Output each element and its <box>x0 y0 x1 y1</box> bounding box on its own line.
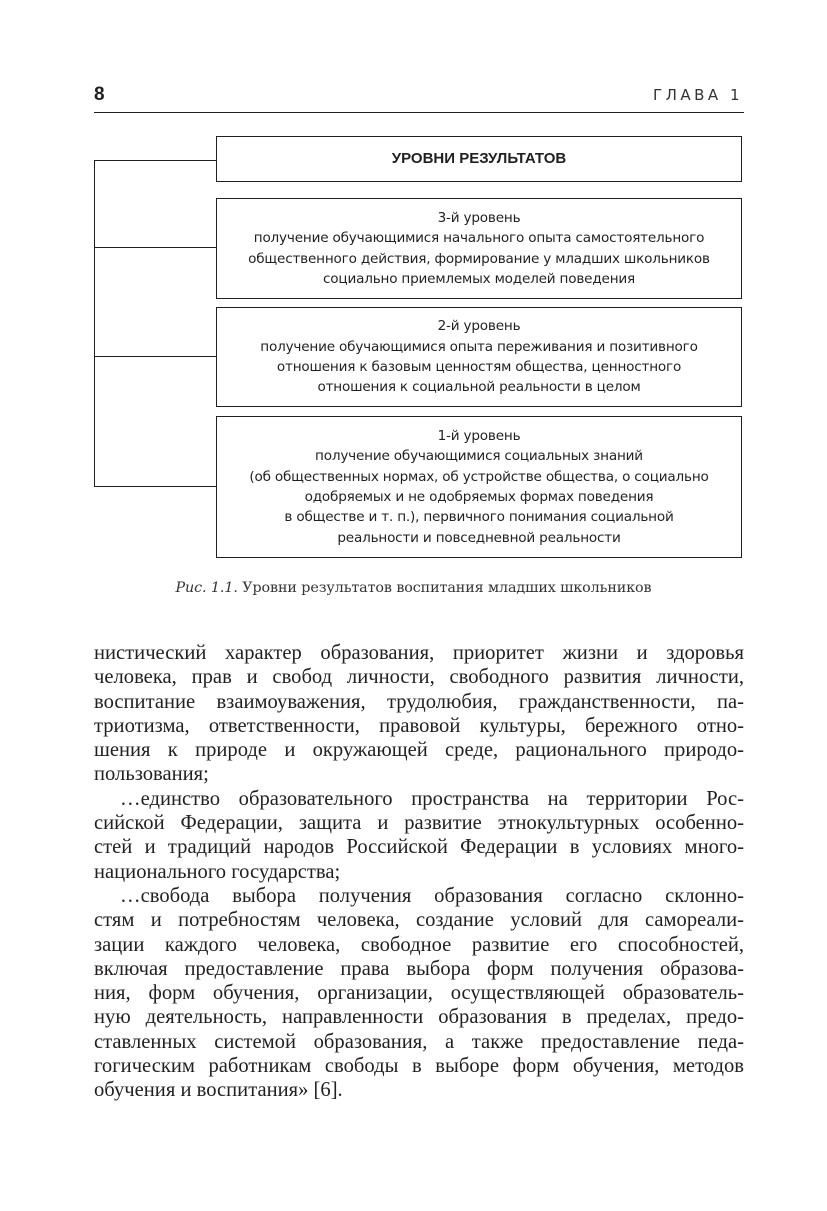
level-text-line: отношения к социальной реальности в целом <box>317 379 641 396</box>
paragraph <box>94 787 744 884</box>
caption-text: Уровни результатов воспитания младших школьников <box>237 580 652 596</box>
text-line: воспитание взаимоуважения, трудолюбия, гражданственности, па- <box>94 690 744 713</box>
text-line: …свобода выбора получения образования согласно склонно- <box>120 884 744 907</box>
diagram-title-box <box>216 136 742 182</box>
body-text <box>94 641 744 1103</box>
text-line: включая предоставление права выбора форм получения образова- <box>94 957 744 980</box>
level-label: 1-й уровень <box>437 428 521 445</box>
level-text-line: получение обучающимися начального опыта самостоятельного <box>253 230 705 247</box>
level-text-line: одобряемых и не одобряемых формах поведения <box>304 489 654 505</box>
text-line: стей и традиций народов Российской Федерации в условиях много- <box>94 836 744 859</box>
text-line: ния, форм обучения, организации, осуществляющей образователь- <box>94 982 744 1005</box>
text-line: триотизма, ответственности, правовой культуры, бережного отно- <box>94 714 744 737</box>
text-line: нистический характер образования, приоритет жизни и здоровья <box>94 642 744 664</box>
figure-caption <box>0 580 827 596</box>
text-line: ную деятельность, направленности образования в пределах, предо- <box>94 1006 744 1029</box>
page-number: 8 <box>94 84 105 105</box>
level-text-line: социально приемлемых моделей поведения <box>323 270 635 287</box>
level-label: 2-й уровень <box>437 318 521 335</box>
caption-label: Рис. 1.1. <box>175 580 238 596</box>
connector-to-level-1 <box>94 486 216 487</box>
paragraph <box>94 884 744 1103</box>
text-line: обучения и воспитания» [6]. <box>94 1079 343 1102</box>
text-line: сийской Федерации, защита и развитие этнокультурных особенно- <box>94 812 744 835</box>
text-line: человека, прав и свобод личности, свободного развития личности, <box>94 666 744 689</box>
level-2-box <box>216 307 742 407</box>
text-line: …единство образовательного пространства на территории Рос- <box>120 787 744 810</box>
text-line: зации каждого человека, свободное развитие его способностей, <box>94 933 744 956</box>
paragraph <box>94 641 744 787</box>
running-head: ГЛАВА 1 <box>652 86 743 104</box>
level-text-line: в обществе и т. п.), первичного понимания социальной <box>284 509 674 526</box>
connector-vertical-line <box>94 160 95 487</box>
level-text-line: отношения к базовым ценностям общества, ценностного <box>276 359 682 375</box>
text-line: стям и потребностям человека, создание условий для самореали- <box>94 909 744 932</box>
connector-to-title <box>94 160 216 161</box>
header-rule <box>94 112 744 113</box>
text-line: национального государства; <box>94 860 341 883</box>
text-line: пользования; <box>94 763 209 786</box>
level-text-line: получение обучающимися опыта переживания и позитивного <box>260 338 698 355</box>
level-text-line: получение обучающимися социальных знаний <box>315 448 643 465</box>
text-line: ставленных системой образования, а также предоставление педа- <box>94 1030 744 1053</box>
text-line: гогическим работникам свободы в выборе форм обучения, методов <box>94 1055 744 1078</box>
level-text-line: общественного действия, формирование у младших школьников <box>248 250 710 267</box>
diagram-title: УРОВНИ РЕЗУЛЬТАТОВ <box>391 149 567 167</box>
connector-to-level-2 <box>94 356 216 357</box>
connector-to-level-3 <box>94 247 216 248</box>
level-text-line: (об общественных нормах, об устройстве общества, о социально <box>249 468 709 485</box>
level-label: 3-й уровень <box>437 209 521 226</box>
text-line: шения к природе и окружающей среде, рационального природо- <box>94 739 744 762</box>
level-3-box <box>216 198 742 299</box>
level-1-box <box>216 416 742 558</box>
level-text-line: реальности и повседневной реальности <box>337 529 621 546</box>
